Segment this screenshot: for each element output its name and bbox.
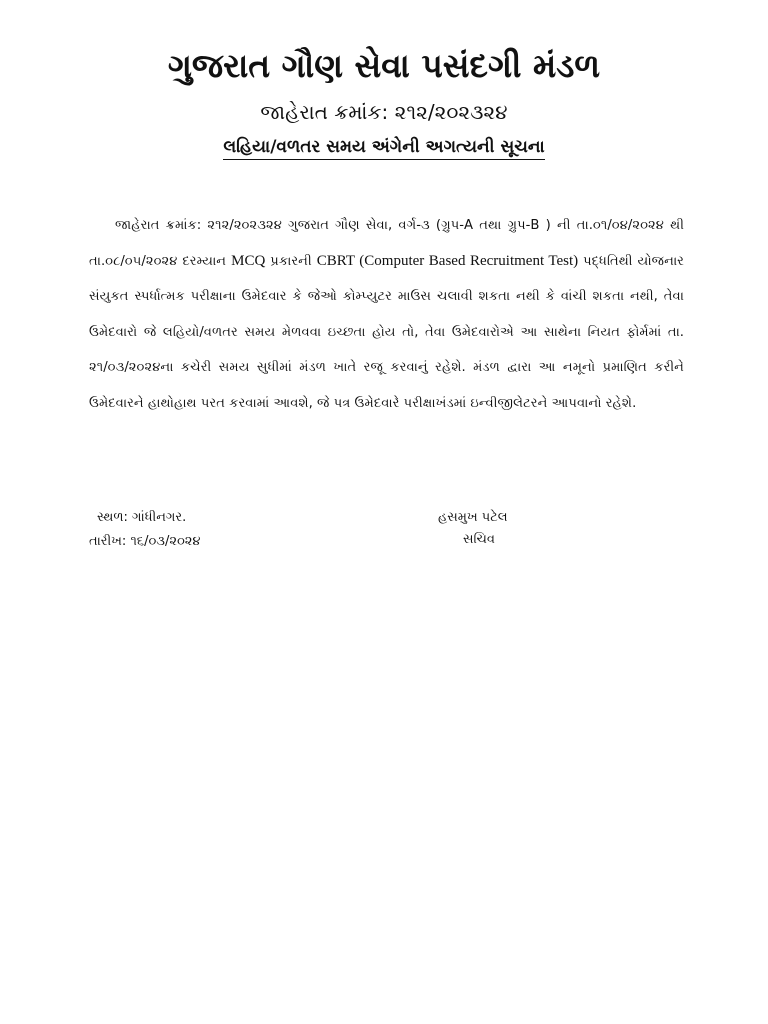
- advertisement-number: જાહેરાત ક્રમાંક: ૨૧૨/૨૦૨૩૨૪: [260, 100, 508, 124]
- signatory-name: હસમુખ પટેલ: [438, 510, 508, 525]
- body-part-mcq: MCQ: [231, 252, 266, 269]
- body-part-5: પદ્ધતિથી યોજનાર સંયુકત સ્પર્ધાત્મક પરીક્ષાના ઉમેદવાર કે જેઓ કોમ્પ્યુટર માઉસ ચલાવી શકતા નથી કે વાંચી શકતા નથી, તેવા ઉમેદવારો જે લહિયો/વળતર સમય મેળવવા ઇચ્છતા હોય તો, તેવા ઉમેદવારોએ આ સાથેના નિયત ફોર્મમાં તા. ૨૧/૦૩/૨૦૨૪ના કચેરી સમય સુધીમાં મંડળ ખાતે રજૂ કરવાનું રહેશે. મંડળ દ્વારા આ નમૂનો પ્રમાણિત કરીને ઉમેદવારને હાથોહાથ પરત કરવામાં આવશે, જે પત્ર ઉમેદવારે પરીક્ષાખંડમાં ઇન્વીજીલેટરને આપવાનો રહેશે.: [89, 253, 684, 411]
- signatory-title: સચિવ: [463, 532, 495, 547]
- notice-subject-text: લહિયા/વળતર સમય અંગેની અગત્યની સૂચના: [223, 137, 544, 160]
- notice-subject: [0, 133, 768, 161]
- body-part-1: જાહેરાત ક્રમાંક: ૨૧૨/૨૦૨૩૨૪ ગુજરાત ગૌણ સેવા, વર્ગ-૩ (ગ્રુપ-A તથા ગ્રુપ-B ) ની તા.૦૧/૦૪/૨૦૨૪ થી તા.૦૮/૦૫/૨૦૨૪ દરમ્યાન: [89, 218, 684, 269]
- date-line: તારીખ: ૧૬/૦૩/૨૦૨૪: [89, 534, 201, 549]
- body-part-3: પ્રકારની: [265, 253, 317, 269]
- place-line: સ્થળ: ગાંધીનગર.: [97, 510, 187, 525]
- page-title: ગુજરાત ગૌણ સેવા પસંદગી મંડળ: [167, 46, 601, 85]
- notice-body: [89, 208, 684, 421]
- body-part-cbrt: CBRT (Computer Based Recruitment Test): [316, 252, 579, 269]
